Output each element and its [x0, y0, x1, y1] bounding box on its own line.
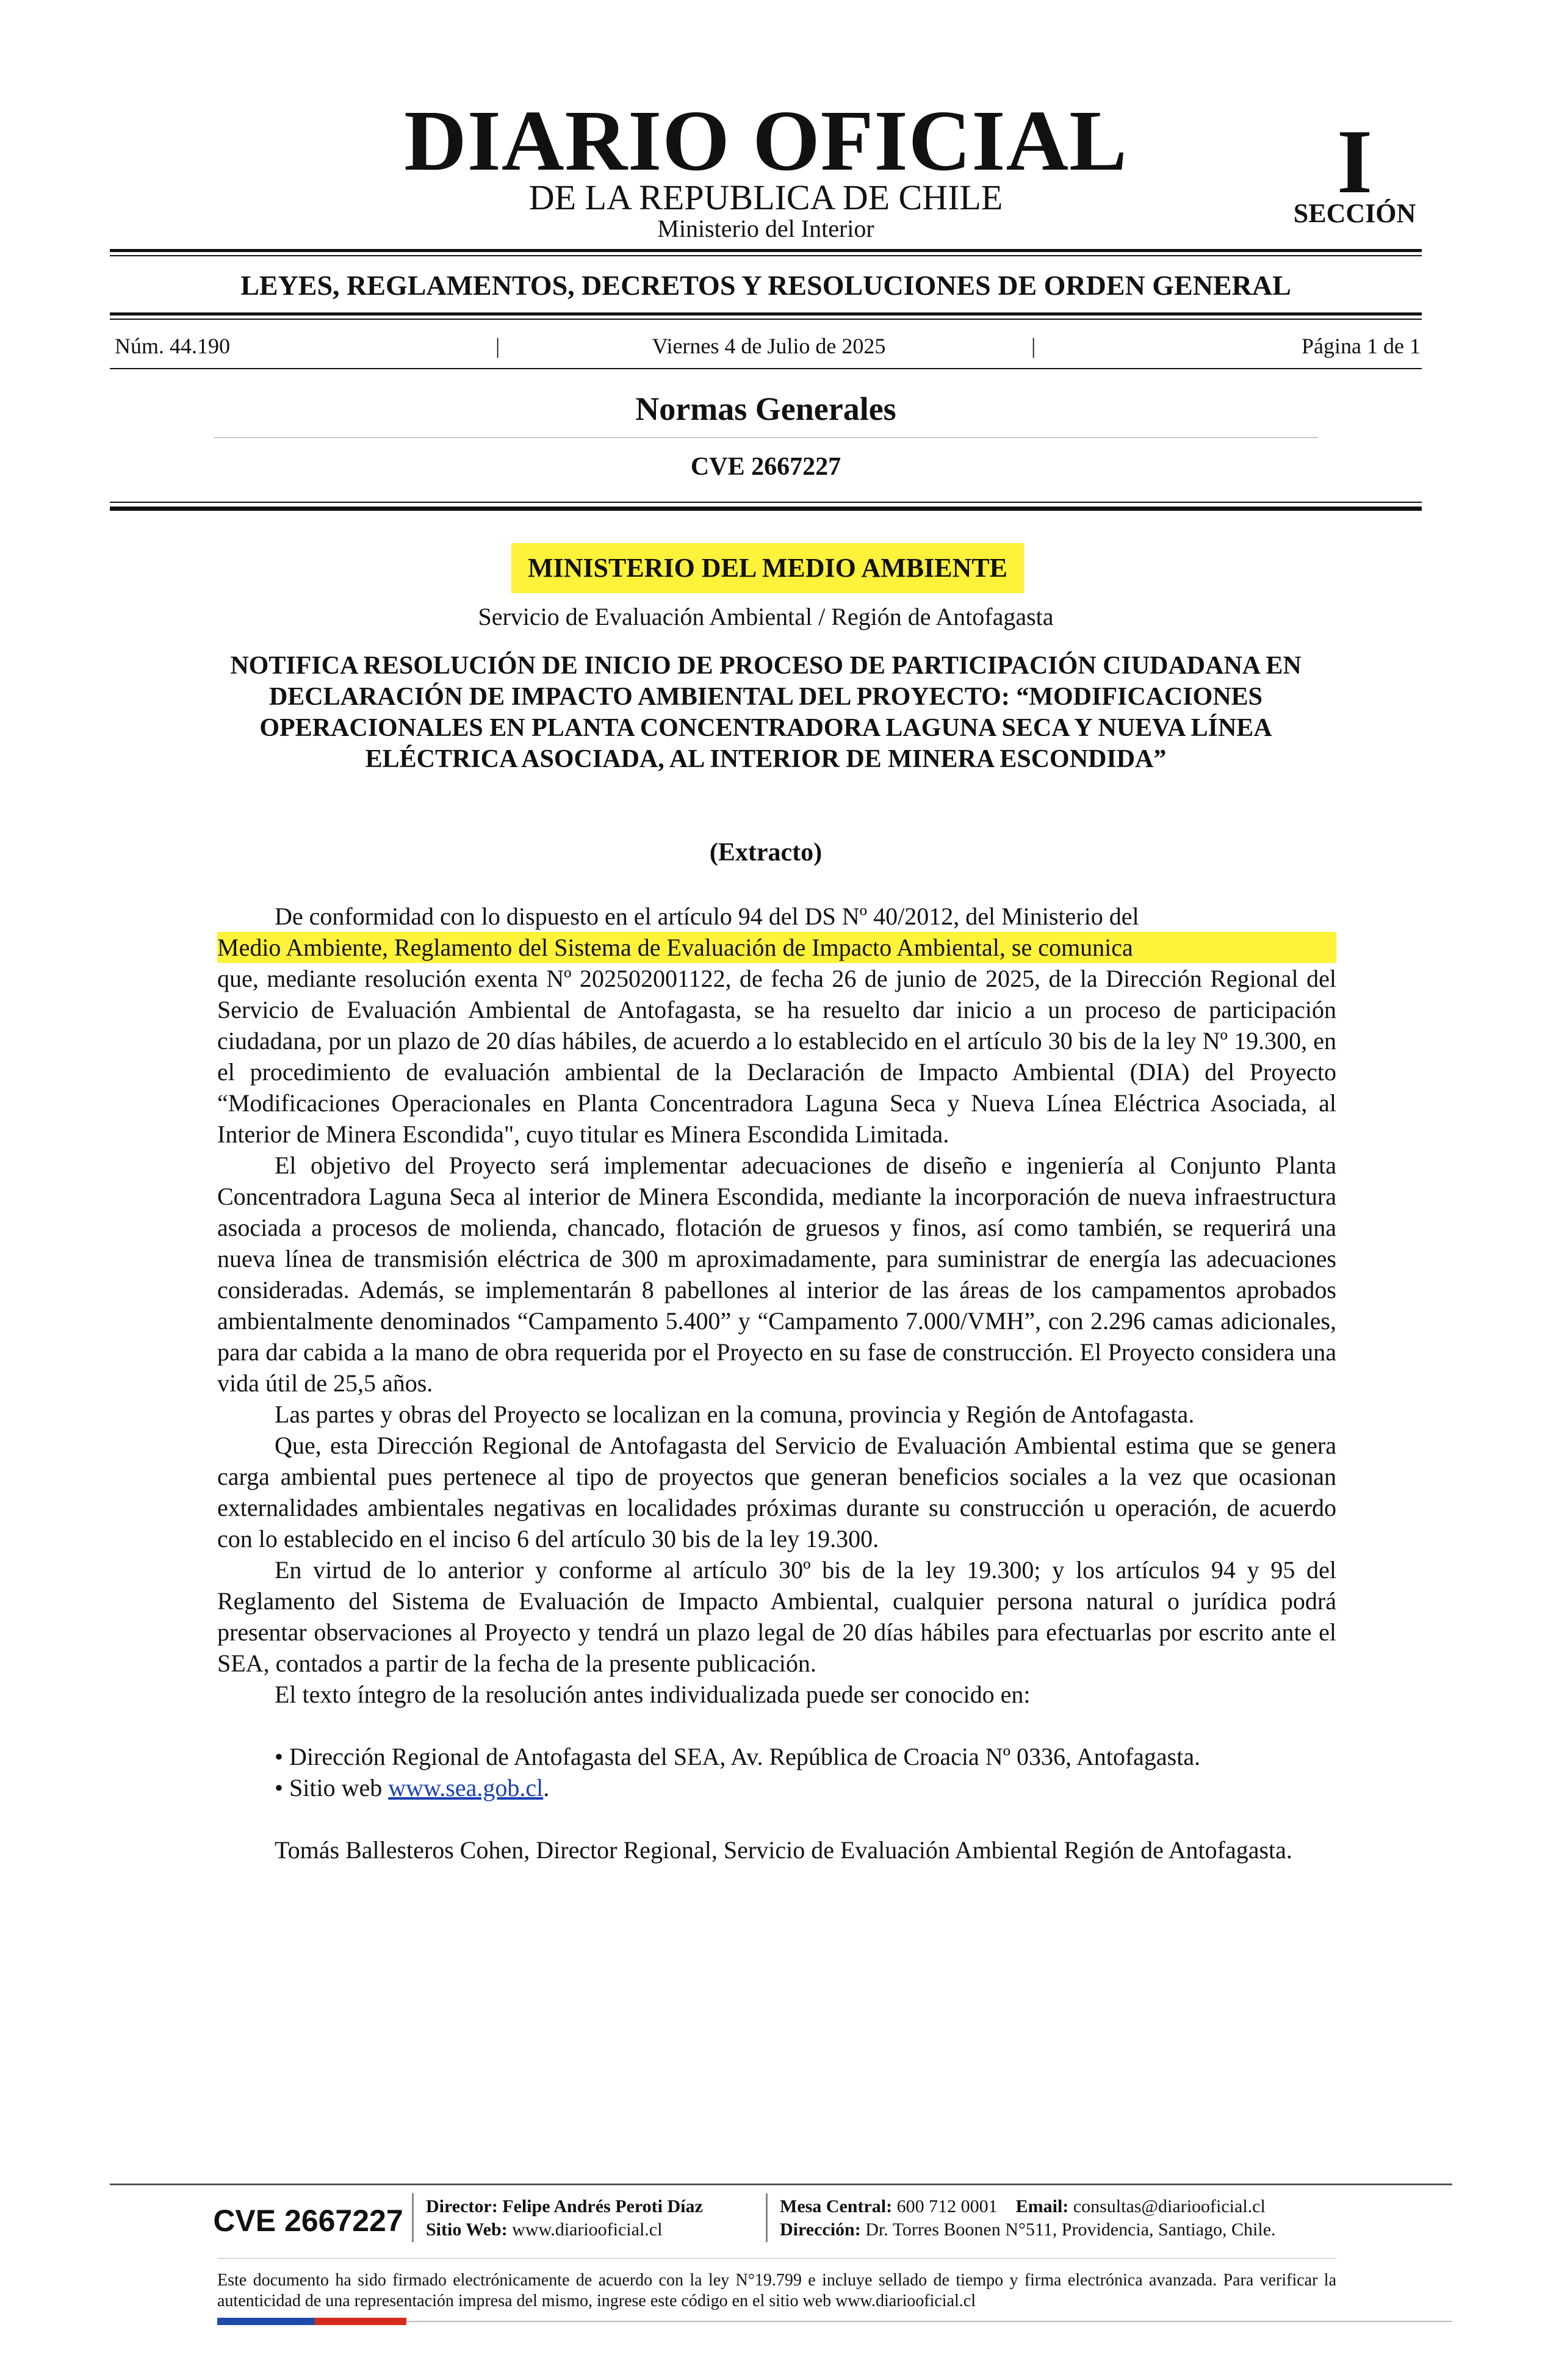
issue-date: Viernes 4 de Julio de 2025 [652, 334, 886, 358]
footer-rule [110, 2183, 1452, 2185]
flag-stripe-blue [217, 2318, 315, 2325]
body-paragraph: Que, esta Dirección Regional de Antofagasta del Servicio de Evaluación Ambiental estima que se genera carga ambiental pues pertenece al tipo de proyectos que generan beneficios sociales a la vez que ocasionan externalidades ambientales negativas en localidades próximas durante su construcción u operación, de acuerdo con lo establecido en el inciso 6 del artículo 30 bis de la ley 19.300. [217, 1432, 1336, 1552]
director-name: Felipe Andrés Peroti Díaz [502, 2196, 703, 2216]
web-label: Sitio Web: [426, 2220, 508, 2240]
address-label: Dirección: [780, 2220, 861, 2240]
cve-code: CVE 2667227 [690, 453, 841, 481]
section-label: SECCIÓN [1293, 198, 1416, 228]
footer-mesa [780, 2196, 1266, 2218]
category-title: Normas Generales [635, 391, 896, 427]
issue-separator: | [1031, 334, 1036, 358]
director-label: Director: [426, 2196, 498, 2216]
highlighted-text: Medio Ambiente, Reglamento del Sistema de Evaluación de Impacto Ambiental, se comunica [217, 932, 1336, 963]
cve-rule-thin [110, 502, 1422, 503]
spacer [217, 1803, 1336, 1834]
issue-rule [110, 368, 1422, 369]
footer-separator [412, 2193, 414, 2242]
cve-rule-thick [110, 507, 1422, 511]
paragraph-text: que, mediante resolución exenta Nº 202502001122, de fecha 26 de junio de 2025, de la Dirección Regional del Servicio de Evaluación Ambiental de Antofagasta, se ha resuelto dar inicio a un proceso de participación ciudadana, por un plazo de 20 días hábiles, de acuerdo a lo establecido en el artículo 30 bis de la ley Nº 19.300, en el procedimiento de evaluación ambiental de la Declaración de Impacto Ambiental (DIA) del Proyecto “Modificaciones Operacionales en Planta Concentradora Laguna Seca y Nueva Línea Eléctrica Asociada, al Interior de Minera Escondida", cuyo titular es Minera Escondida Limitada. [217, 965, 1336, 1148]
spacer [217, 1710, 1336, 1741]
issue-number: Núm. 44.190 [115, 334, 230, 358]
email-label: Email: [1015, 2196, 1069, 2216]
bullet-prefix: • Sitio web [275, 1774, 389, 1801]
masthead-title: DIARIO OFICIAL [404, 92, 1128, 189]
masthead-ministry: Ministerio del Interior [657, 215, 874, 242]
masthead-subtitle: DE LA REPUBLICA DE CHILE [528, 178, 1003, 217]
email-value[interactable]: consultas@diariooficial.cl [1073, 2196, 1266, 2216]
web-value[interactable]: www.diariooficial.cl [512, 2220, 663, 2240]
ministry-heading: MINISTERIO DEL MEDIO AMBIENTE [511, 543, 1024, 593]
top-rule-thick [110, 249, 1422, 252]
service-line: Servicio de Evaluación Ambiental / Región de Antofagasta [478, 603, 1054, 630]
band-title: LEYES, REGLAMENTOS, DECRETOS Y RESOLUCIONES DE ORDEN GENERAL [240, 270, 1291, 301]
body-paragraph [217, 901, 1336, 1150]
notice-title: NOTIFICA RESOLUCIÓN DE INICIO DE PROCESO DE PARTICIPACIÓN CIUDADANA EN DECLARACIÓN DE IMPACTO AMBIENTAL DEL PROYECTO: “MODIFICACIONES OPERACIONALES EN PLANTA CONCENTRADORA LAGUNA SECA Y NUEVA LÍNEA ELÉCTRICA ASOCIADA, AL INTERIOR DE MINERA ESCONDIDA” [230, 652, 1302, 773]
footer-cve: CVE 2667227 [213, 2204, 403, 2238]
footer-address [780, 2219, 1276, 2241]
footer-bottom-rule [406, 2321, 1452, 2322]
bullet-website [217, 1772, 1336, 1803]
issue-separator: | [495, 334, 500, 358]
mesa-value: 600 712 0001 [896, 2196, 998, 2216]
category-rule [214, 437, 1318, 438]
extract-label: (Extracto) [709, 838, 823, 867]
footer-legal-note: Este documento ha sido firmado electrónicamente de acuerdo con la ley N°19.799 e incluye sellado de tiempo y firma electrónica avanzada. Para verificar la autenticidad de una representación impresa del mismo, ingrese este código en el sitio web www.diariooficial.cl [217, 2271, 1336, 2310]
footer-separator [766, 2193, 768, 2242]
mesa-label: Mesa Central: [780, 2196, 893, 2216]
flag-stripe-red [315, 2318, 406, 2325]
body-paragraph: En virtud de lo anterior y conforme al artículo 30º bis de la ley 19.300; y los artículos 94 y 95 del Reglamento del Sistema de Evaluación de Impacto Ambiental, cualquier persona natural o jurídica podrá presentar observaciones al Proyecto y tendrá un plazo legal de 20 días hábiles para efectuarlas por escrito ante el SEA, contados a partir de la fecha de la presente publicación. [217, 1556, 1336, 1677]
section-number: I [1336, 111, 1373, 212]
band-rule-thick [110, 312, 1422, 316]
issue-page: Página 1 de 1 [1302, 334, 1421, 358]
body-paragraph: El objetivo del Proyecto será implementar adecuaciones de diseño e ingeniería al Conjunto Planta Concentradora Laguna Seca al interior de Minera Escondida, mediante la incorporación de nueva infraestructura asociada a procesos de molienda, chancado, flotación de gruesos y finos, así como también, se requerirá una nueva línea de transmisión eléctrica de 300 m aproximadamente, para suministrar de energía las adecuaciones consideradas. Además, se implementarán 8 pabellones al interior de las áreas de los campamentos aprobados ambientalmente denominados “Campamento 5.400” y “Campamento 7.000/VMH”, con 2.296 camas adicionales, para dar cabida a la mano de obra requerida por el Proyecto en su fase de construcción. El Proyecto considera una vida útil de 25,5 años. [217, 1152, 1336, 1397]
notice-body [217, 901, 1336, 1866]
sea-website-link[interactable]: www.sea.gob.cl [388, 1774, 544, 1801]
body-paragraph: El texto íntegro de la resolución antes individualizada puede ser conocido en: [275, 1681, 1031, 1708]
paragraph-line: De conformidad con lo dispuesto en el artículo 94 del DS Nº 40/2012, del Ministerio del [275, 903, 1139, 930]
bullet-suffix: . [543, 1774, 550, 1801]
footer-website [426, 2219, 662, 2241]
band-rule-thin [110, 319, 1422, 320]
bullet-address: • Dirección Regional de Antofagasta del SEA, Av. República de Croacia Nº 0336, Antofagasta. [275, 1743, 1201, 1770]
body-paragraph: Las partes y obras del Proyecto se localizan en la comuna, provincia y Región de Antofagasta. [275, 1401, 1195, 1428]
signature: Tomás Ballesteros Cohen, Director Regional, Servicio de Evaluación Ambiental Región de Antofagasta. [275, 1836, 1292, 1864]
footer-rule-thin [217, 2258, 1336, 2259]
top-rule-thin [110, 255, 1422, 256]
footer-director [426, 2196, 703, 2218]
address-value: Dr. Torres Boonen N°511, Providencia, Santiago, Chile. [865, 2220, 1276, 2240]
